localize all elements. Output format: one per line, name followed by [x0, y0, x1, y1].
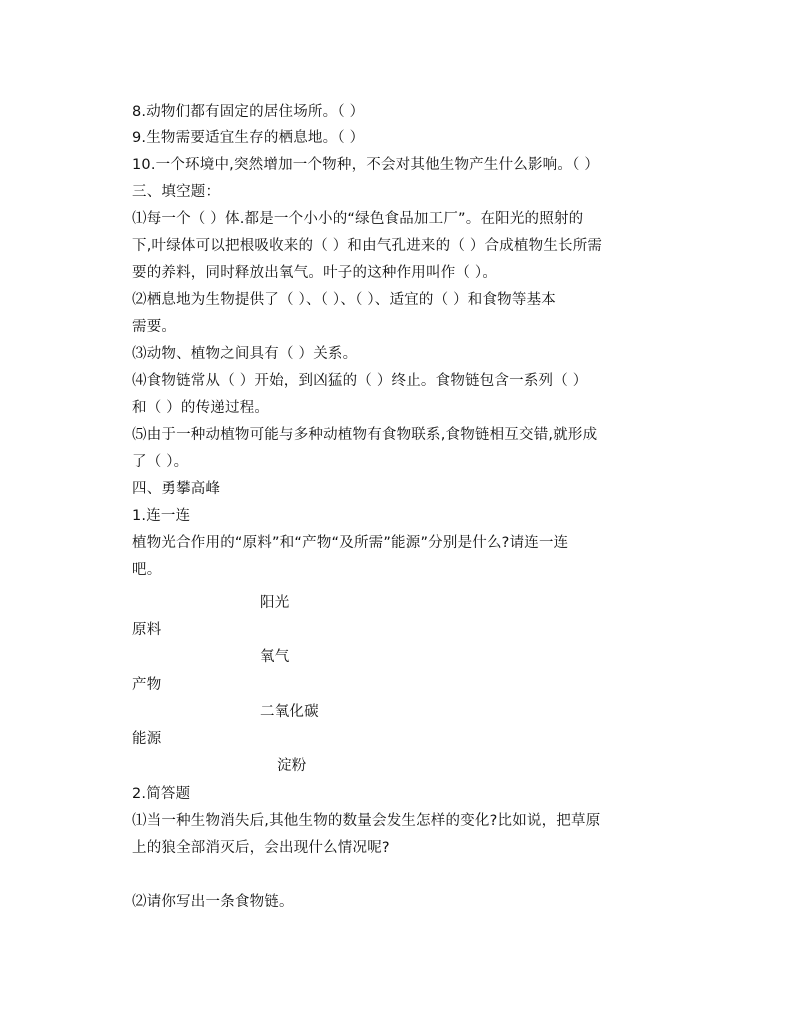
short-answer-q1-line1: ⑴当一种生物消失后,其他生物的数量会发生怎样的变化?比如说，把草原	[132, 813, 601, 829]
judgment-q8: 8.动物们都有固定的居住场所。（ ）	[132, 104, 365, 120]
fill-in-q3: ⑶动物、植物之间具有（ ）关系。	[132, 346, 358, 362]
fill-in-heading: 三、填空题：	[132, 184, 221, 200]
fill-in-q2-line2: 需要。	[132, 319, 177, 335]
matching-title: 1.连一连	[132, 508, 191, 524]
short-answer-q1-line2: 上的狼全部消灭后，会出现什么情况呢?	[132, 840, 390, 856]
matching-left-item-raw-materials: 原料	[132, 622, 162, 638]
fill-in-q5-line2: 了（ ）。	[132, 454, 189, 470]
judgment-q9: 9.生物需要适宜生存的栖息地。（ ）	[132, 130, 365, 146]
fill-in-q1-line2: 下,叶绿体可以把根吸收来的（ ）和由气孔进来的（ ）合成植物生长所需	[132, 238, 603, 254]
fill-in-q2-line1: ⑵栖息地为生物提供了（ ）、（ ）、（ ）、适宜的（ ）和食物等基本	[132, 292, 556, 308]
matching-left-item-energy: 能源	[132, 731, 162, 747]
matching-right-item-oxygen: 氧气	[260, 649, 290, 665]
matching-prompt-line2: 吧。	[132, 562, 162, 578]
short-answer-title: 2.简答题	[132, 786, 191, 802]
matching-prompt-line1: 植物光合作用的“原料”和“产物“及所需”能源”分别是什么?请连一连	[132, 535, 569, 551]
fill-in-q5-line1: ⑸由于一种动植物可能与多种动植物有食物联系,食物链相互交错,就形成	[132, 427, 598, 443]
fill-in-q4-line1: ⑷食物链常从（ ）开始，到凶猛的（ ）终止。食物链包含一系列（ ）	[132, 373, 588, 389]
fill-in-q1-line3: 要的养料，同时释放出氧气。叶子的这种作用叫作（ ）。	[132, 265, 498, 281]
matching-right-item-carbon-dioxide: 二氧化碳	[260, 704, 319, 720]
judgment-q10: 10.一个环境中,突然增加一个物种，不会对其他生物产生什么影响。（ ）	[132, 157, 600, 173]
matching-left-item-products: 产物	[132, 677, 162, 693]
matching-right-item-sunlight: 阳光	[260, 595, 290, 611]
fill-in-q4-line2: 和（ ）的传递过程。	[132, 400, 270, 416]
challenge-heading: 四、勇攀高峰	[132, 481, 221, 497]
short-answer-q2: ⑵请你写出一条食物链。	[132, 894, 294, 910]
fill-in-q1-line1: ⑴每一个（ ）体.都是一个小小的“绿色食品加工厂”。在阳光的照射的	[132, 211, 584, 227]
matching-right-item-starch: 淀粉	[277, 758, 307, 774]
